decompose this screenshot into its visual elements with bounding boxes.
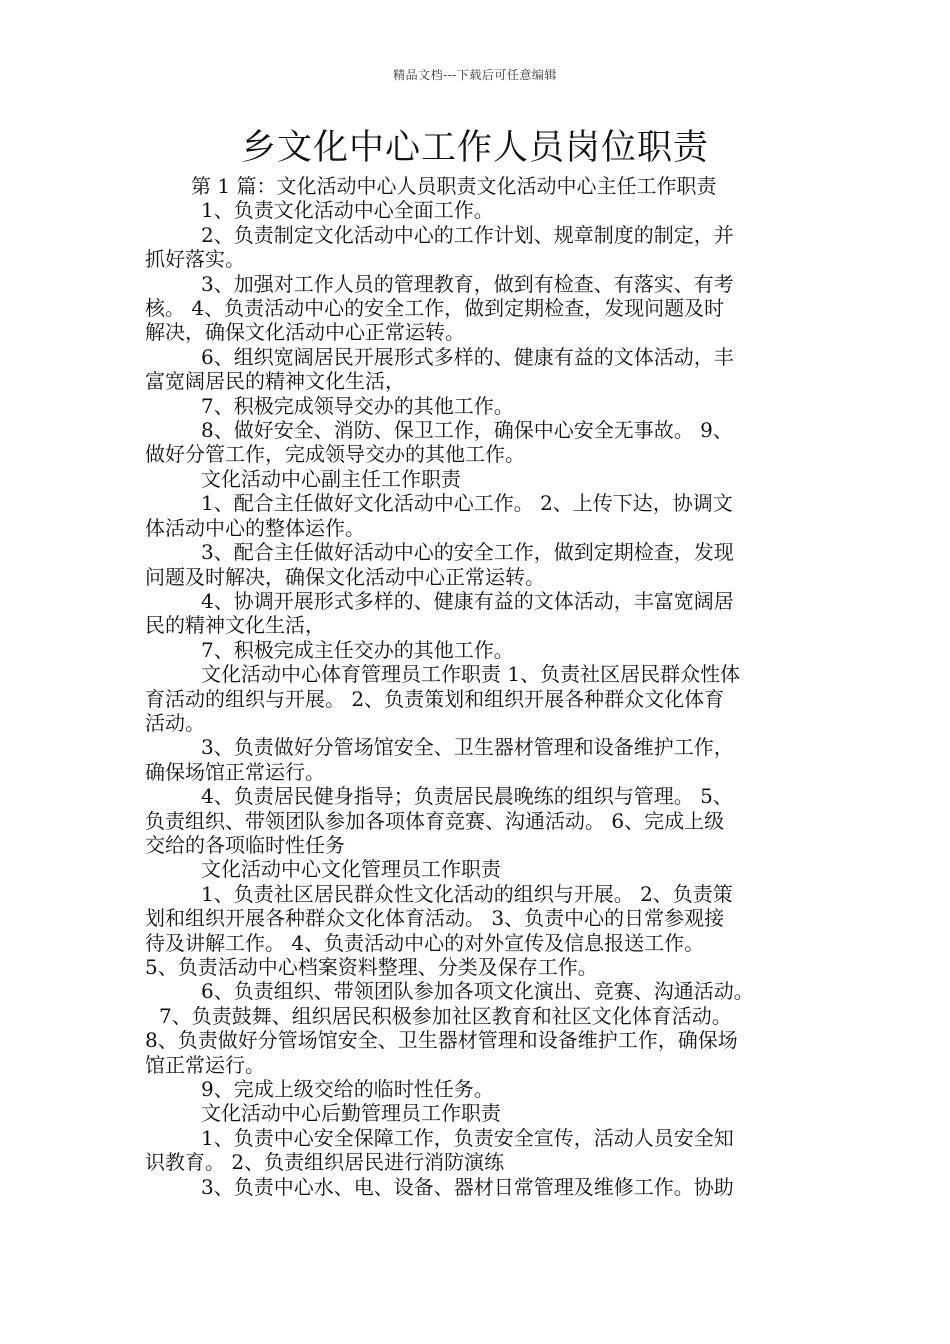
text-line: 7、积极完成主任交办的其他工作。 (201, 637, 514, 662)
text-line: 8、做好安全、消防、保卫工作，确保中心安全无事故。 9、 (201, 418, 733, 443)
text-line: 文化活动中心体育管理员工作职责 1、负责社区居民群众性体 (201, 662, 741, 687)
text-line: 6、组织宽阔居民开展形式多样的、健康有益的文体活动，丰 (201, 344, 734, 369)
text-line: 解决，确保文化活动中心正常运转。 (145, 320, 465, 345)
text-line: 3、配合主任做好活动中心的安全工作，做到定期检查，发现 (201, 540, 734, 565)
text-line: 交给的各项临时性任务 (145, 832, 345, 857)
text-line: 富宽阔居民的精神文化生活， (145, 369, 405, 394)
text-line: 1、负责社区居民群众性文化活动的组织与开展。 2、负责策 (201, 881, 733, 906)
text-line: 5、负责活动中心档案资料整理、分类及保存工作。 (145, 955, 598, 979)
text-line: 3、加强对工作人员的管理教育，做到有检查、有落实、有考 (201, 271, 734, 296)
text-line: 1、负责中心安全保障工作，负责安全宣传，活动人员安全知 (201, 1125, 734, 1150)
text-line: 抓好落实。 (145, 247, 245, 272)
text-line: 6、负责组织、带领团队参加各项文化演出、竞赛、沟通活动。 (201, 979, 754, 1004)
text-line: 7、积极完成领导交办的其他工作。 (201, 393, 514, 418)
text-line: 做好分管工作，完成领导交办的其他工作。 (145, 442, 525, 467)
text-line: 第 1 篇：文化活动中心人员职责文化活动中心主任工作职责 (191, 174, 717, 198)
text-line: 3、负责做好分管场馆安全、卫生器材管理和设备维护工作， (201, 735, 734, 760)
text-line: 7、负责鼓舞、组织居民积极参加社区教育和社区文化体育活动。 (159, 1003, 732, 1028)
text-line: 文化活动中心后勤管理员工作职责 (201, 1101, 501, 1126)
text-line: 待及讲解工作。 4、负责活动中心的对外宣传及信息报送工作。 (145, 930, 705, 955)
text-line: 民的精神文化生活， (145, 613, 325, 638)
page-title: 乡文化中心工作人员岗位职责 (240, 128, 709, 168)
text-line: 育活动的组织与开展。 2、负责策划和组织开展各种群众文化体育 (145, 686, 725, 711)
text-line: 核。 4、负责活动中心的安全工作，做到定期检查，发现问题及时 (145, 296, 725, 321)
text-line: 文化活动中心副主任工作职责 (201, 466, 461, 491)
text-line: 问题及时解决，确保文化活动中心正常运转。 (145, 564, 545, 589)
text-line: 确保场馆正常运行。 (145, 759, 325, 784)
document-body (145, 174, 810, 1199)
text-line: 9、完成上级交给的临时性任务。 (201, 1077, 494, 1102)
text-line: 3、负责中心水、电、设备、器材日常管理及维修工作。协助 (201, 1174, 734, 1199)
text-line: 识教育。 2、负责组织居民进行消防演练 (145, 1150, 505, 1175)
text-line: 4、负责居民健身指导；负责居民晨晚练的组织与管理。 5、 (201, 784, 733, 809)
text-line: 馆正常运行。 (145, 1052, 265, 1077)
text-line: 体活动中心的整体运作。 (145, 515, 365, 540)
text-line: 负责组织、带领团队参加各项体育竞赛、沟通活动。 6、完成上级 (145, 808, 725, 833)
text-line: 1、配合主任做好文化活动中心工作。 2、上传下达，协调文 (201, 491, 733, 516)
text-line: 活动。 (145, 710, 205, 735)
text-line: 8、负责做好分管场馆安全、卫生器材管理和设备维护工作，确保场 (145, 1028, 738, 1053)
text-line: 划和组织开展各种群众文化体育活动。 3、负责中心的日常参观接 (145, 906, 725, 931)
text-line: 文化活动中心文化管理员工作职责 (201, 857, 501, 882)
text-line: 1、负责文化活动中心全面工作。 (201, 198, 494, 223)
header-note: 精品文档---下载后可任意编辑 (393, 68, 557, 82)
text-line: 4、协调开展形式多样的、健康有益的文体活动，丰富宽阔居 (201, 588, 734, 613)
text-line: 2、负责制定文化活动中心的工作计划、规章制度的制定，并 (201, 222, 734, 247)
